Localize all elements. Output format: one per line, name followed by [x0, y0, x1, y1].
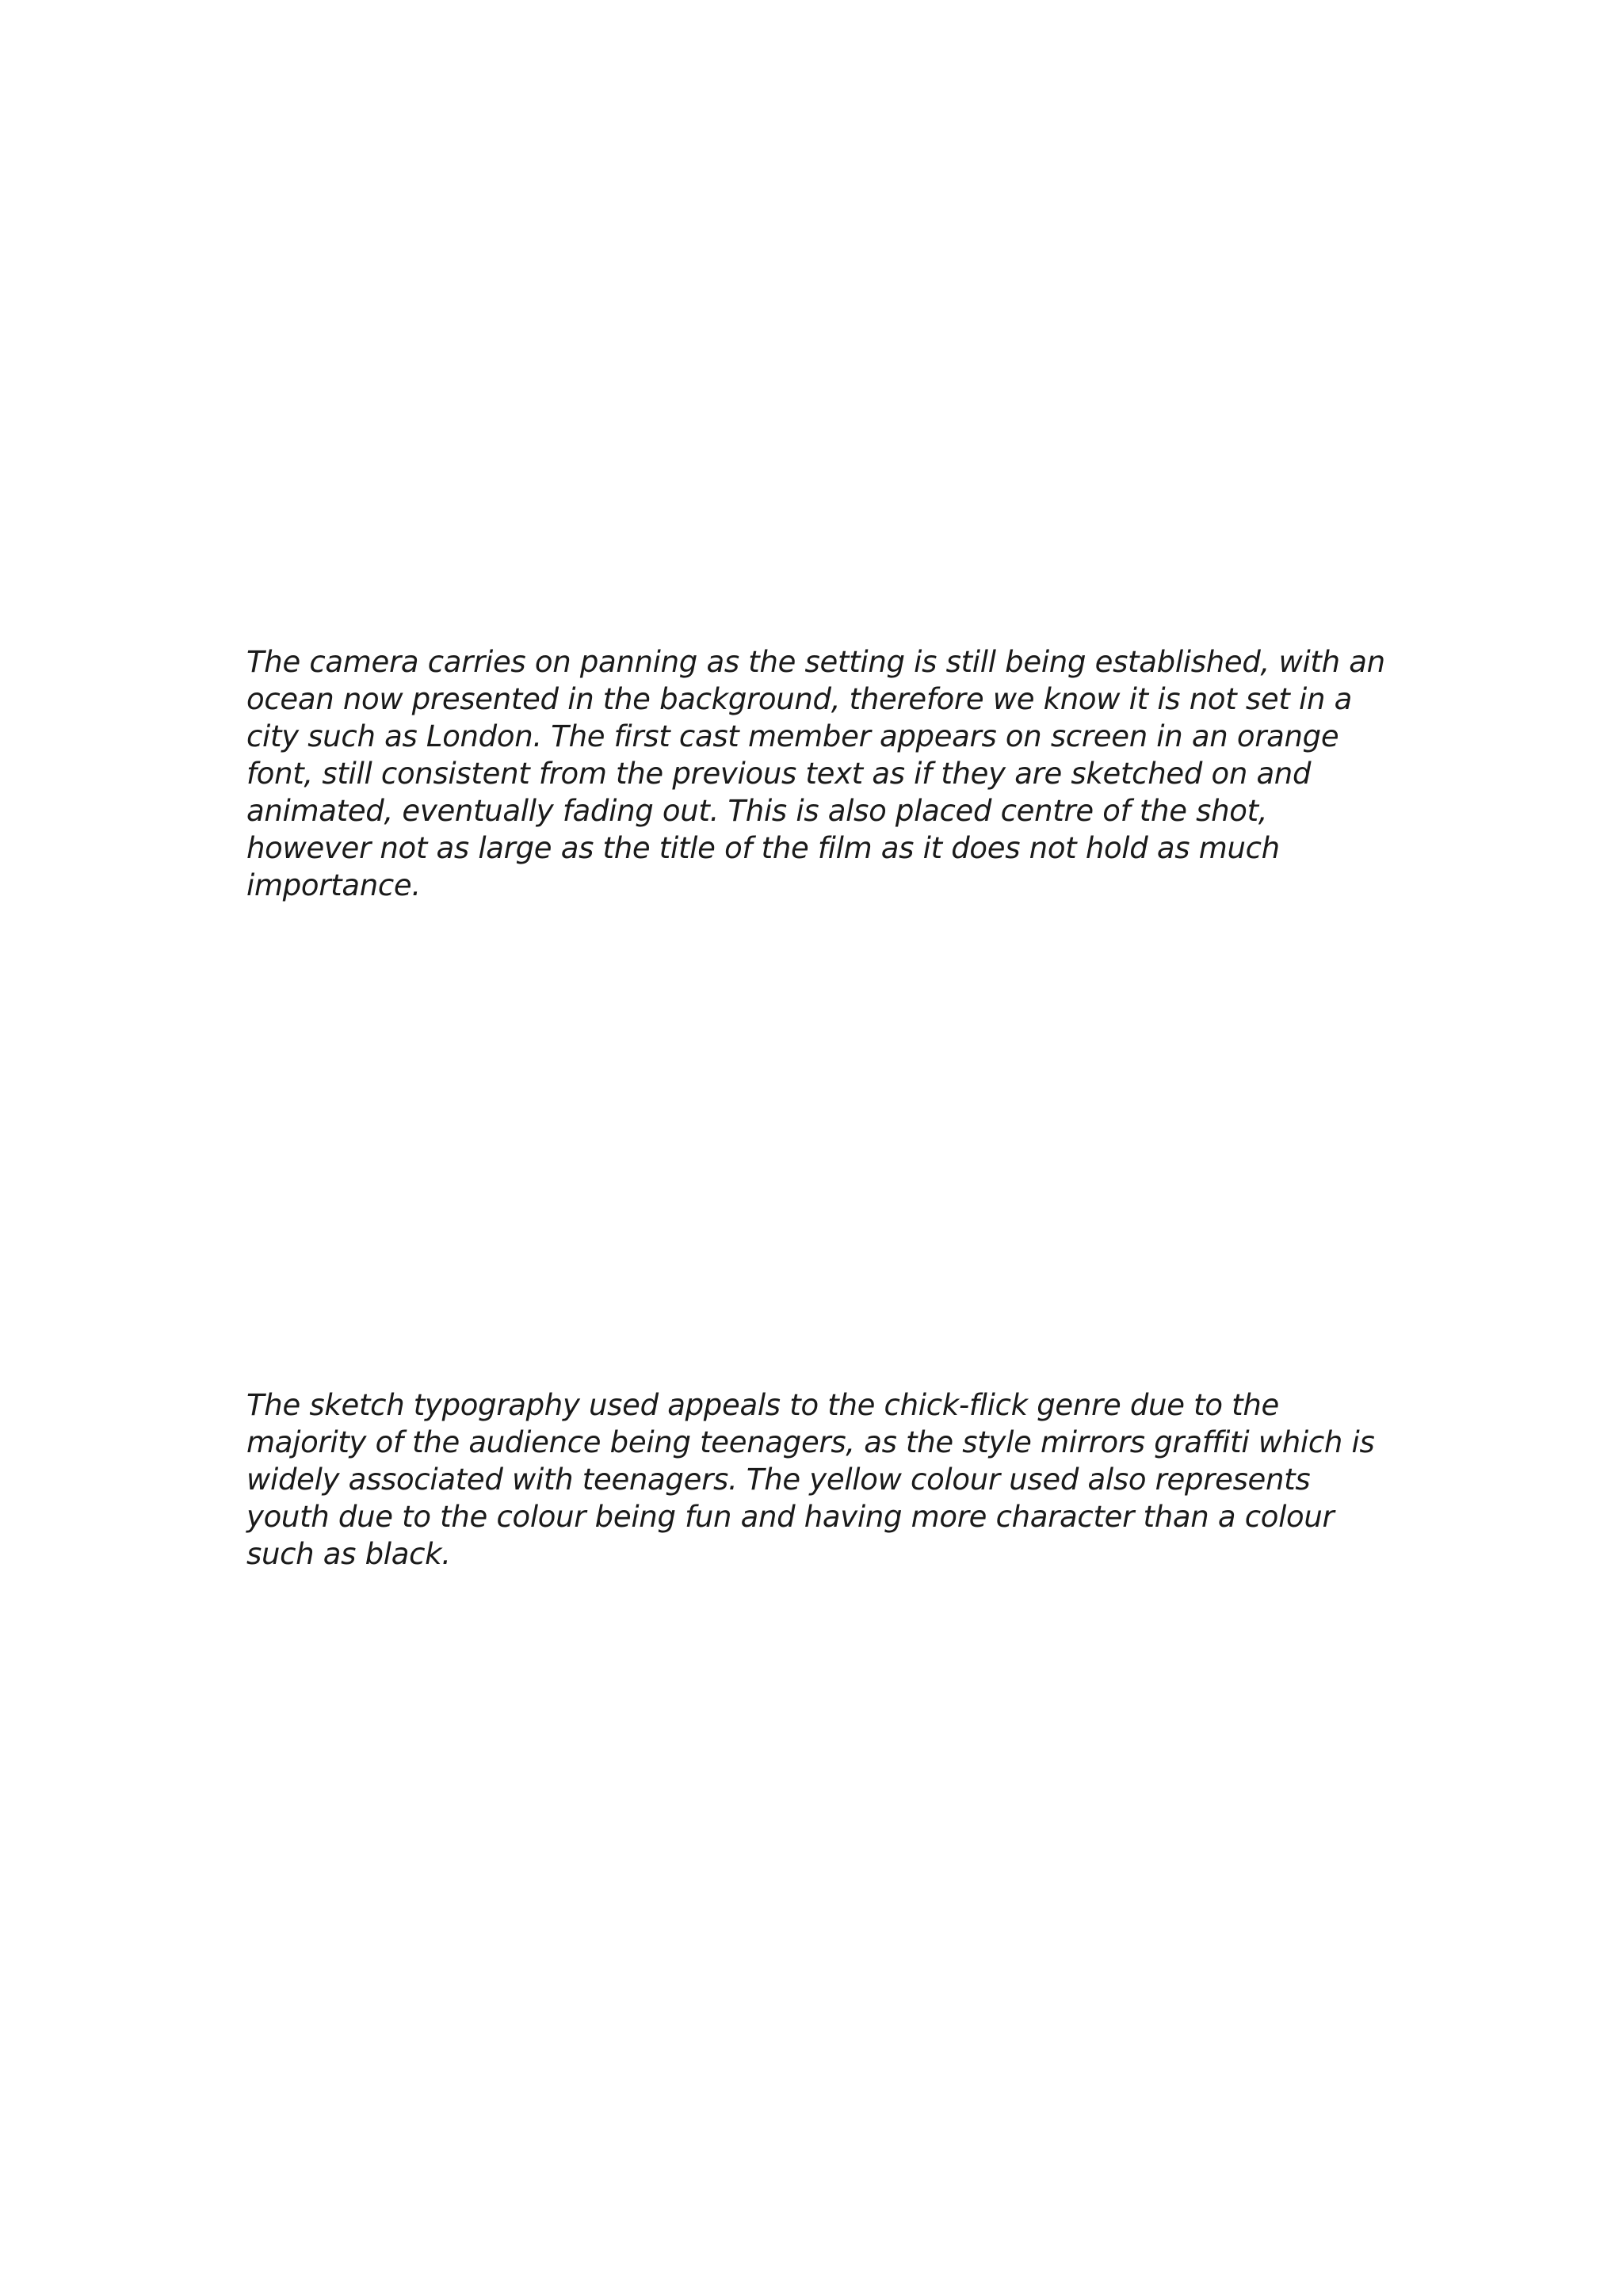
analysis-paragraph-camera-panning: The camera carries on panning as the setting is still being established, with an ocean now presented in the background, therefore we know it is not set in a city such as London. The first cast member appears on screen in an orange font, still consistent from the previous text as if they are sketched on and animated, eventually fading out. This is also placed centre of the shot, however not as large as the title of the film as it does not hold as much importance.: [246, 645, 1385, 902]
analysis-paragraph-typography: The sketch typography used appeals to the chick-flick genre due to the majority of the audience being teenagers, as the style mirrors graffiti which is widely associated with teenagers. The yellow colour used also represents youth due to the colour being fun and having more character than a colour such as black.: [246, 1388, 1375, 1571]
